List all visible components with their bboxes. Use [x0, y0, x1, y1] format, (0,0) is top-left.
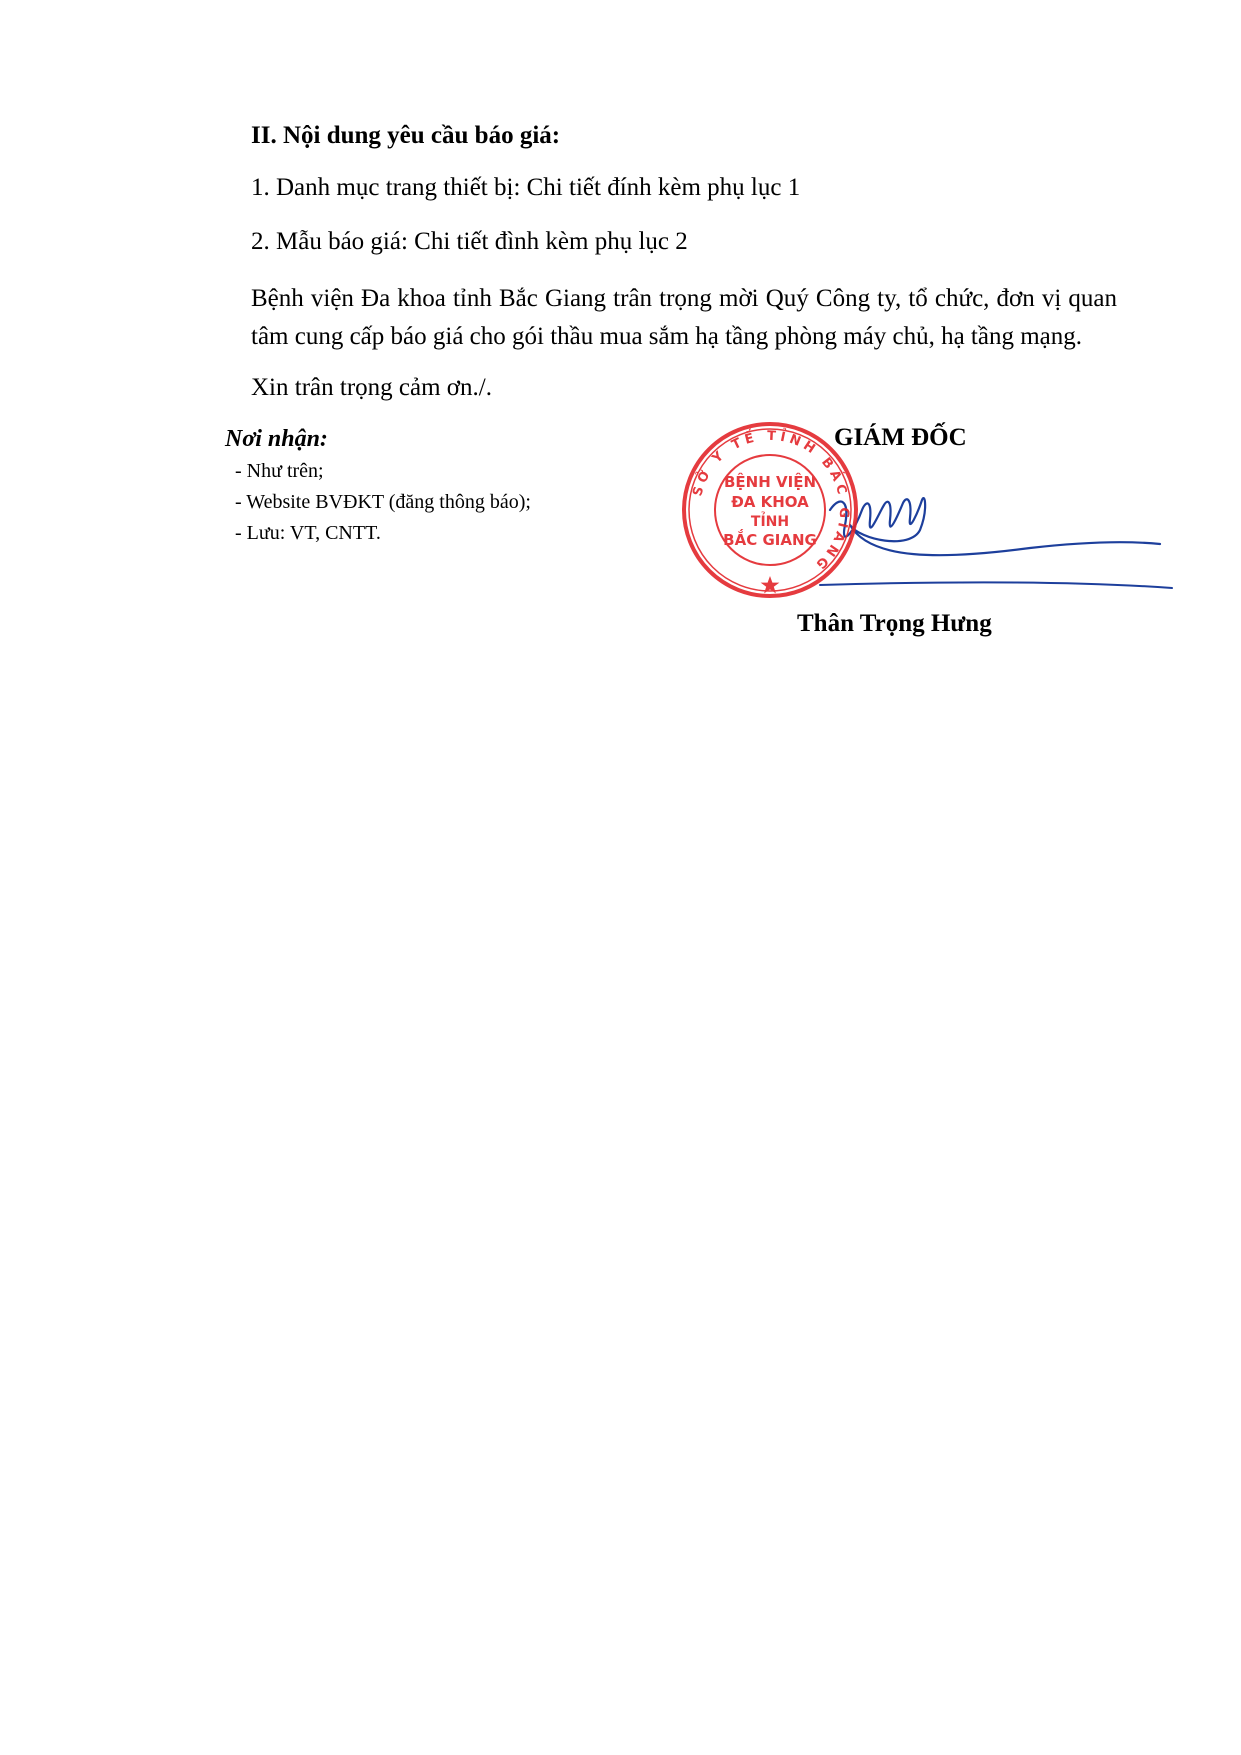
signer-title: GIÁM ĐỐC	[834, 424, 967, 451]
seal-line: BỆNH VIỆN	[724, 473, 816, 491]
recipient-item: - Website BVĐKT (đăng thông báo);	[235, 491, 531, 513]
recipient-item: - Lưu: VT, CNTT.	[235, 522, 381, 544]
official-seal	[680, 420, 860, 600]
closing-line: Xin trân trọng cảm ơn./.	[251, 374, 492, 401]
seal-line: BẮC GIANG	[723, 531, 817, 549]
recipients-list	[225, 456, 531, 549]
seal-outer-text: SỞ Y TẾ TỈNH BẮC GIANG	[690, 428, 852, 575]
recipient-item: - Như trên;	[235, 460, 324, 482]
recipients-label: Nơi nhận:	[225, 426, 328, 452]
invitation-paragraph	[177, 280, 1117, 356]
section-heading: II. Nội dung yêu cầu báo giá:	[251, 122, 561, 149]
list-item-quote-form: 2. Mẫu báo giá: Chi tiết đình kèm phụ lục 2	[251, 228, 688, 255]
seal-line: ĐA KHOA	[731, 493, 809, 511]
invitation-text: Bệnh viện Đa khoa tỉnh Bắc Giang trân trọng mời Quý Công ty, tổ chức, đơn vị quan tâm cung cấp báo giá cho gói thầu mua sắm hạ tầng phòng máy chủ, hạ tầng mạng.	[251, 285, 1117, 350]
seal-line: TỈNH	[750, 514, 790, 530]
signer-name: Thân Trọng Hưng	[797, 610, 992, 637]
recipients-block	[225, 424, 531, 549]
list-item-equipment: 1. Danh mục trang thiết bị: Chi tiết đính kèm phụ lục 1	[251, 174, 801, 201]
